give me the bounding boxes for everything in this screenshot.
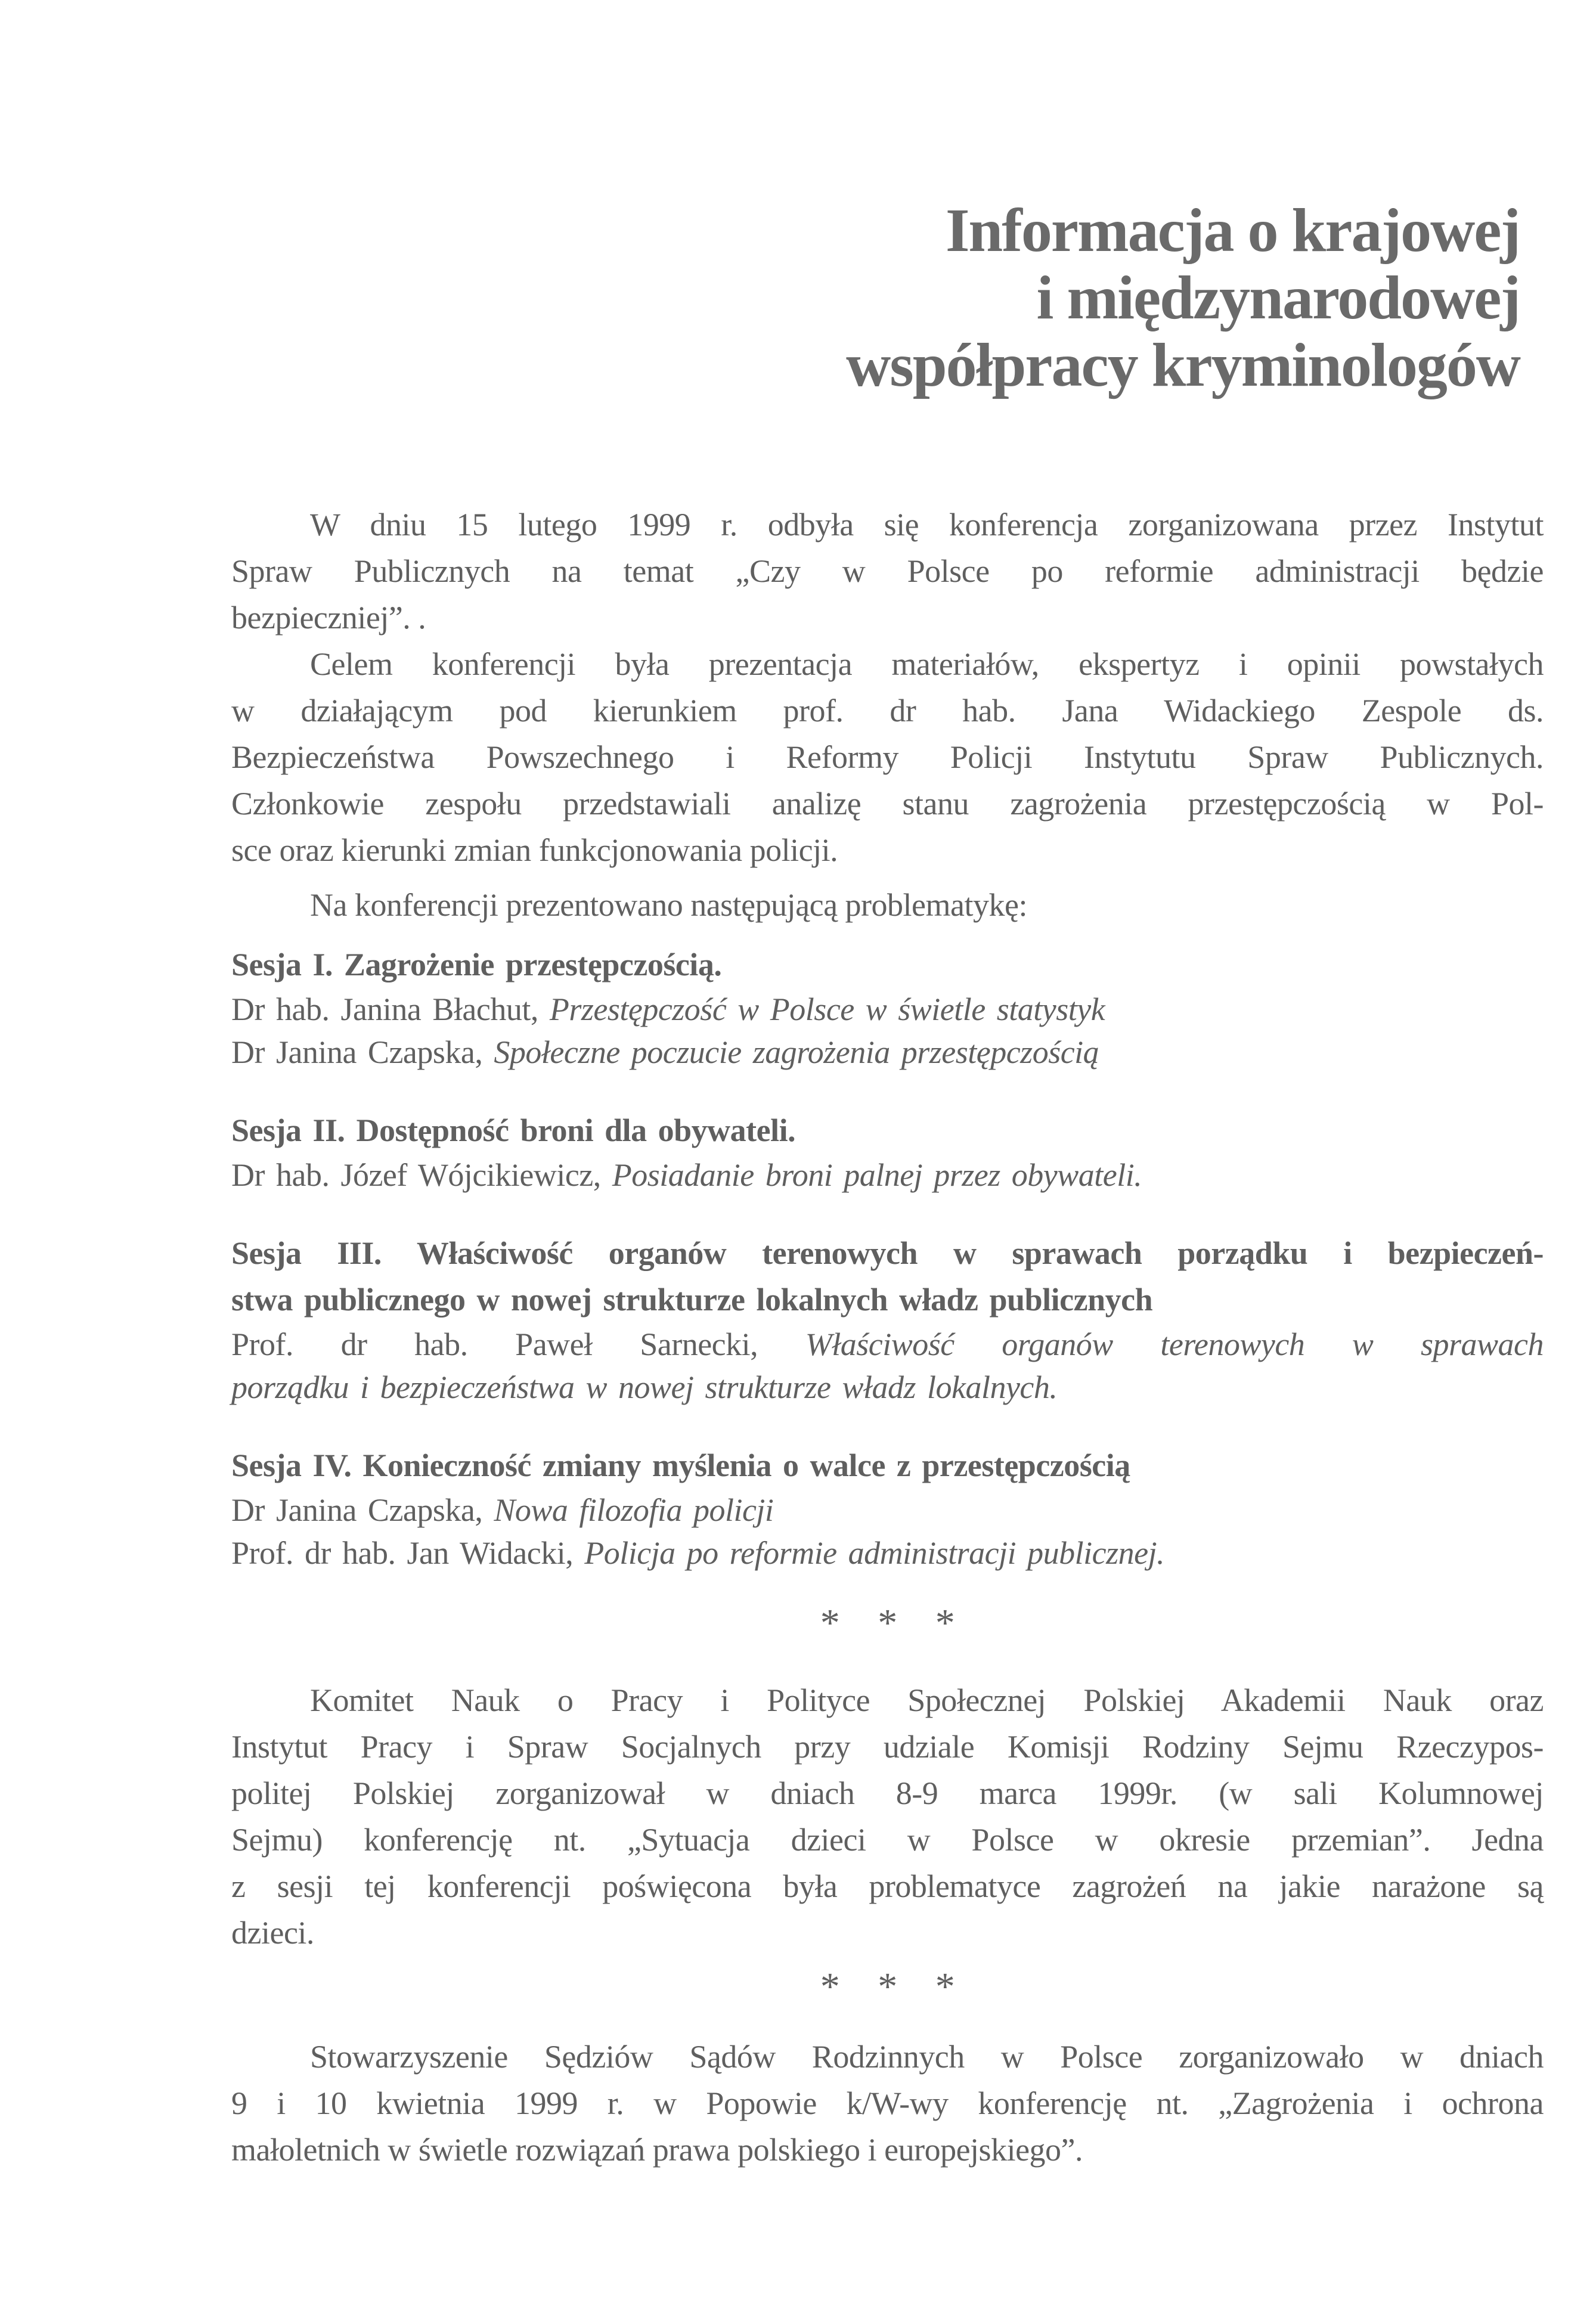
intro-paragraph-2 bbox=[231, 641, 1544, 873]
talk-title-continued: porządku i bezpieczeństwa w nowej strukturze władz lokalnych. bbox=[231, 1369, 1058, 1405]
talk-line bbox=[231, 1323, 1544, 1366]
text-line: Sesja III. Właściwość organów terenowych w sprawach porządku i bezpieczeń- bbox=[231, 1235, 1544, 1271]
session-2-heading: Sesja II. Dostępność broni dla obywateli. bbox=[231, 1112, 796, 1148]
text-line: 9 i 10 kwietnia 1999 r. w Popowie k/W-wy konferencję nt. „Zagrożenia i ochrona bbox=[231, 2085, 1544, 2121]
text-line: dzieci. bbox=[231, 1915, 314, 1951]
session-4 bbox=[231, 1442, 1544, 1574]
page-title bbox=[231, 197, 1544, 399]
text-line: małoletnich w świetle rozwiązań prawa polskiego i europejskiego”. bbox=[231, 2132, 1083, 2168]
text-line: w działającym pod kierunkiem prof. dr hab. Jana Widackiego Zespole ds. bbox=[231, 693, 1544, 729]
text-line: i międzynarodowej bbox=[1036, 264, 1520, 332]
text-line: współpracy kryminologów bbox=[846, 331, 1520, 399]
text-line: Komitet Nauk o Pracy i Polityce Społecznej Polskiej Akademii Nauk oraz bbox=[310, 1682, 1544, 1718]
asterisk-separator: * * * bbox=[820, 1601, 955, 1645]
intro-paragraph-1 bbox=[231, 501, 1544, 641]
text-line: W dniu 15 lutego 1999 r. odbyła się konferencja zorganizowana przez Instytut bbox=[310, 507, 1544, 543]
text-line: Informacja o krajowej bbox=[945, 196, 1520, 265]
text-line: Członkowie zespołu przedstawiali analizę stanu zagrożenia przestępczością w Pol- bbox=[231, 786, 1544, 822]
closing-paragraph-1 bbox=[231, 1677, 1544, 1956]
session-1-heading: Sesja I. Zagrożenie przestępczością. bbox=[231, 947, 722, 982]
speaker-name: Dr hab. Józef Wójcikiewicz, bbox=[231, 1157, 612, 1193]
talk-line bbox=[231, 1154, 1544, 1197]
text-line: Celem konferencji była prezentacja materiałów, ekspertyz i opinii powstałych bbox=[310, 646, 1544, 682]
session-2-talk-1 bbox=[231, 1154, 1544, 1197]
session-3 bbox=[231, 1230, 1544, 1409]
talk-title: Posiadanie broni palnej przez obywateli. bbox=[612, 1157, 1142, 1193]
speaker-name: Dr hab. Janina Błachut, bbox=[231, 991, 550, 1027]
talk-line bbox=[231, 1366, 1544, 1409]
talk-title: Właściwość organów terenowych w sprawach bbox=[805, 1326, 1544, 1362]
session-4-talk-2 bbox=[231, 1532, 1544, 1574]
session-1-talk-2 bbox=[231, 1031, 1544, 1074]
text-line: Instytut Pracy i Spraw Socjalnych przy udziale Komisji Rodziny Sejmu Rzeczypos- bbox=[231, 1729, 1544, 1765]
text-line: bezpieczniej”. . bbox=[231, 600, 426, 636]
talk-line bbox=[231, 988, 1544, 1031]
asterisk-separator: * * * bbox=[820, 1965, 955, 2008]
session-3-talk-1 bbox=[231, 1323, 1544, 1409]
session-4-heading: Sesja IV. Konieczność zmiany myślenia o walce z przestępczością bbox=[231, 1447, 1130, 1483]
session-3-heading bbox=[231, 1230, 1544, 1323]
session-1-talk-1 bbox=[231, 988, 1544, 1031]
text-line: Sejmu) konferencję nt. „Sytuacja dzieci w Polsce w okresie przemian”. Jedna bbox=[231, 1822, 1544, 1858]
speaker-name: Dr Janina Czapska, bbox=[231, 1492, 494, 1528]
agenda-lead-paragraph bbox=[231, 882, 1544, 928]
talk-title: Nowa filozofia policji bbox=[494, 1492, 774, 1528]
text-line: stwa publicznego w nowej strukturze lokalnych władz publicznych bbox=[231, 1282, 1153, 1318]
speaker-name: Dr Janina Czapska, bbox=[231, 1034, 494, 1070]
session-2 bbox=[231, 1107, 1544, 1197]
text-line: Stowarzyszenie Sędziów Sądów Rodzinnych w Polsce zorganizowało w dniach bbox=[310, 2039, 1544, 2075]
speaker-name: Prof. dr hab. Paweł Sarnecki, bbox=[231, 1326, 805, 1362]
closing-paragraph-2 bbox=[231, 2034, 1544, 2173]
text-line: Spraw Publicznych na temat „Czy w Polsce po reformie administracji będzie bbox=[231, 553, 1544, 589]
talk-line bbox=[231, 1031, 1544, 1074]
talk-title: Społeczne poczucie zagrożenia przestępczością bbox=[494, 1034, 1099, 1070]
session-4-talk-1 bbox=[231, 1489, 1544, 1532]
text-line: politej Polskiej zorganizował w dniach 8-9 marca 1999r. (w sali Kolumnowej bbox=[231, 1775, 1544, 1811]
text-line: Bezpieczeństwa Powszechnego i Reformy Policji Instytutu Spraw Publicznych. bbox=[231, 739, 1544, 775]
session-1 bbox=[231, 941, 1544, 1074]
talk-title: Przestępczość w Polsce w świetle statystyk bbox=[549, 991, 1105, 1027]
talk-title: Policja po reformie administracji publicznej. bbox=[584, 1535, 1165, 1571]
talk-line bbox=[231, 1489, 1544, 1532]
text-line: sce oraz kierunki zmian funkcjonowania policji. bbox=[231, 832, 838, 868]
text-line: Na konferencji prezentowano następującą problematykę: bbox=[310, 887, 1027, 923]
talk-line bbox=[231, 1532, 1544, 1574]
text-line: z sesji tej konferencji poświęcona była problematyce zagrożeń na jakie narażone są bbox=[231, 1868, 1544, 1904]
speaker-name: Prof. dr hab. Jan Widacki, bbox=[231, 1535, 585, 1571]
